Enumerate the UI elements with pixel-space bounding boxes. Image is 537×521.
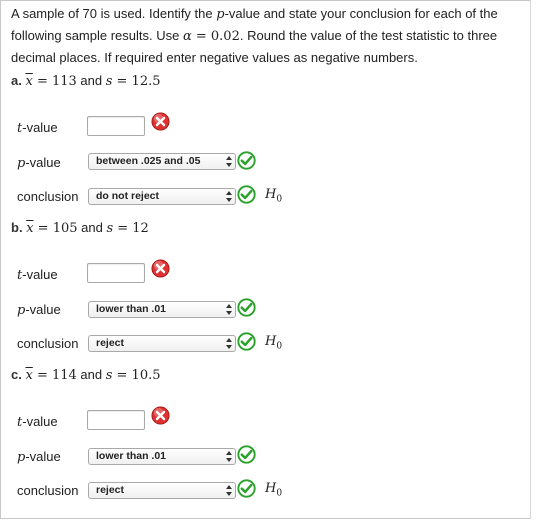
xbar-symbol: $\overline{x}$ (25, 74, 33, 89)
p-value-select-c[interactable] (88, 448, 236, 465)
p-value-select-b[interactable] (88, 301, 236, 318)
correct-icon (237, 151, 256, 170)
h0-subscript: 0 (276, 341, 283, 352)
conclusion-selected: do not reject (96, 190, 160, 202)
s-value: = 10.5 (112, 368, 161, 383)
p-variable: p (216, 7, 225, 22)
conclusion-selected: reject (96, 337, 125, 349)
xbar-value: = 114 (32, 368, 77, 383)
p-variable: p (17, 156, 26, 171)
t-value-input-b[interactable] (87, 263, 145, 283)
xbar-value: = 113 (32, 74, 77, 89)
p-value-label (17, 155, 61, 171)
conclusion-text: conclusion (17, 189, 79, 204)
t-label-text: -value (22, 267, 58, 282)
xbar-value: = 105 (33, 221, 78, 236)
part-label: b. (11, 220, 23, 235)
instructions-text-2: -value and state your conclusion for each of the following sample results. Use (11, 6, 498, 43)
select-arrows-icon (226, 337, 232, 350)
incorrect-icon (151, 259, 170, 278)
incorrect-icon (151, 112, 170, 131)
h0-symbol (265, 187, 282, 205)
h0-symbol (265, 334, 282, 352)
question-instructions (11, 3, 533, 68)
s-value: = 12 (113, 221, 149, 236)
select-arrows-icon (226, 303, 232, 316)
p-label-text: -value (25, 449, 61, 464)
conclusion-text: conclusion (17, 483, 79, 498)
h0-letter: H (265, 481, 277, 496)
t-value-input-c[interactable] (87, 410, 145, 430)
instructions-text-1: A sample of 70 is used. Identify the (11, 6, 217, 21)
correct-icon (237, 185, 256, 204)
t-value-label (17, 414, 58, 430)
t-value-label (17, 120, 58, 136)
p-variable: p (17, 303, 26, 318)
p-value-select-a[interactable] (88, 153, 236, 170)
t-label-text: -value (22, 120, 58, 135)
h0-letter: H (265, 334, 277, 349)
instructions-text-3: . Round the value of the test statistic to three decimal places. If required enter negative values as negative numbers. (11, 28, 498, 65)
s-symbol: s (105, 74, 113, 89)
s-value: = 12.5 (112, 74, 161, 89)
select-arrows-icon (226, 484, 232, 497)
conclusion-selected: reject (96, 484, 125, 496)
part-c-header (11, 367, 161, 383)
conclusion-select-c[interactable] (88, 482, 236, 499)
conclusion-label (17, 189, 78, 204)
correct-icon (237, 332, 256, 351)
alpha-symbol: α (182, 29, 192, 44)
s-symbol: s (105, 368, 113, 383)
conclusion-select-a[interactable] (88, 188, 236, 205)
and-text: and (77, 220, 107, 235)
conclusion-label (17, 483, 78, 498)
p-value-selected: lower than .01 (96, 450, 167, 462)
conclusion-select-b[interactable] (88, 335, 236, 352)
alpha-value: = 0.02 (191, 29, 240, 44)
incorrect-icon (151, 406, 170, 425)
t-variable: t (17, 415, 23, 430)
and-text: and (76, 73, 106, 88)
t-label-text: -value (22, 414, 58, 429)
h0-letter: H (265, 187, 277, 202)
p-label-text: -value (25, 155, 61, 170)
p-value-selected: lower than .01 (96, 303, 167, 315)
p-label-text: -value (25, 302, 61, 317)
part-a-header (11, 73, 161, 89)
xbar-symbol: $\overline{x}$ (25, 368, 33, 383)
p-value-label (17, 302, 61, 318)
part-b-header (11, 220, 149, 236)
p-variable: p (17, 450, 26, 465)
correct-icon (237, 298, 256, 317)
conclusion-text: conclusion (17, 336, 79, 351)
p-value-label (17, 449, 61, 465)
t-variable: t (17, 121, 23, 136)
part-label: a. (11, 73, 22, 88)
t-value-label (17, 267, 58, 283)
h0-symbol (265, 481, 282, 499)
p-value-selected: between .025 and .05 (96, 155, 201, 167)
conclusion-label (17, 336, 78, 351)
correct-icon (237, 445, 256, 464)
and-text: and (76, 367, 106, 382)
select-arrows-icon (226, 155, 232, 168)
correct-icon (237, 479, 256, 498)
h0-subscript: 0 (276, 194, 283, 205)
xbar-symbol: $\overline{x}$ (26, 221, 34, 236)
s-symbol: s (106, 221, 114, 236)
select-arrows-icon (226, 450, 232, 463)
h0-subscript: 0 (276, 488, 283, 499)
part-label: c. (11, 367, 22, 382)
select-arrows-icon (226, 190, 232, 203)
t-variable: t (17, 268, 23, 283)
t-value-input-a[interactable] (87, 116, 145, 136)
